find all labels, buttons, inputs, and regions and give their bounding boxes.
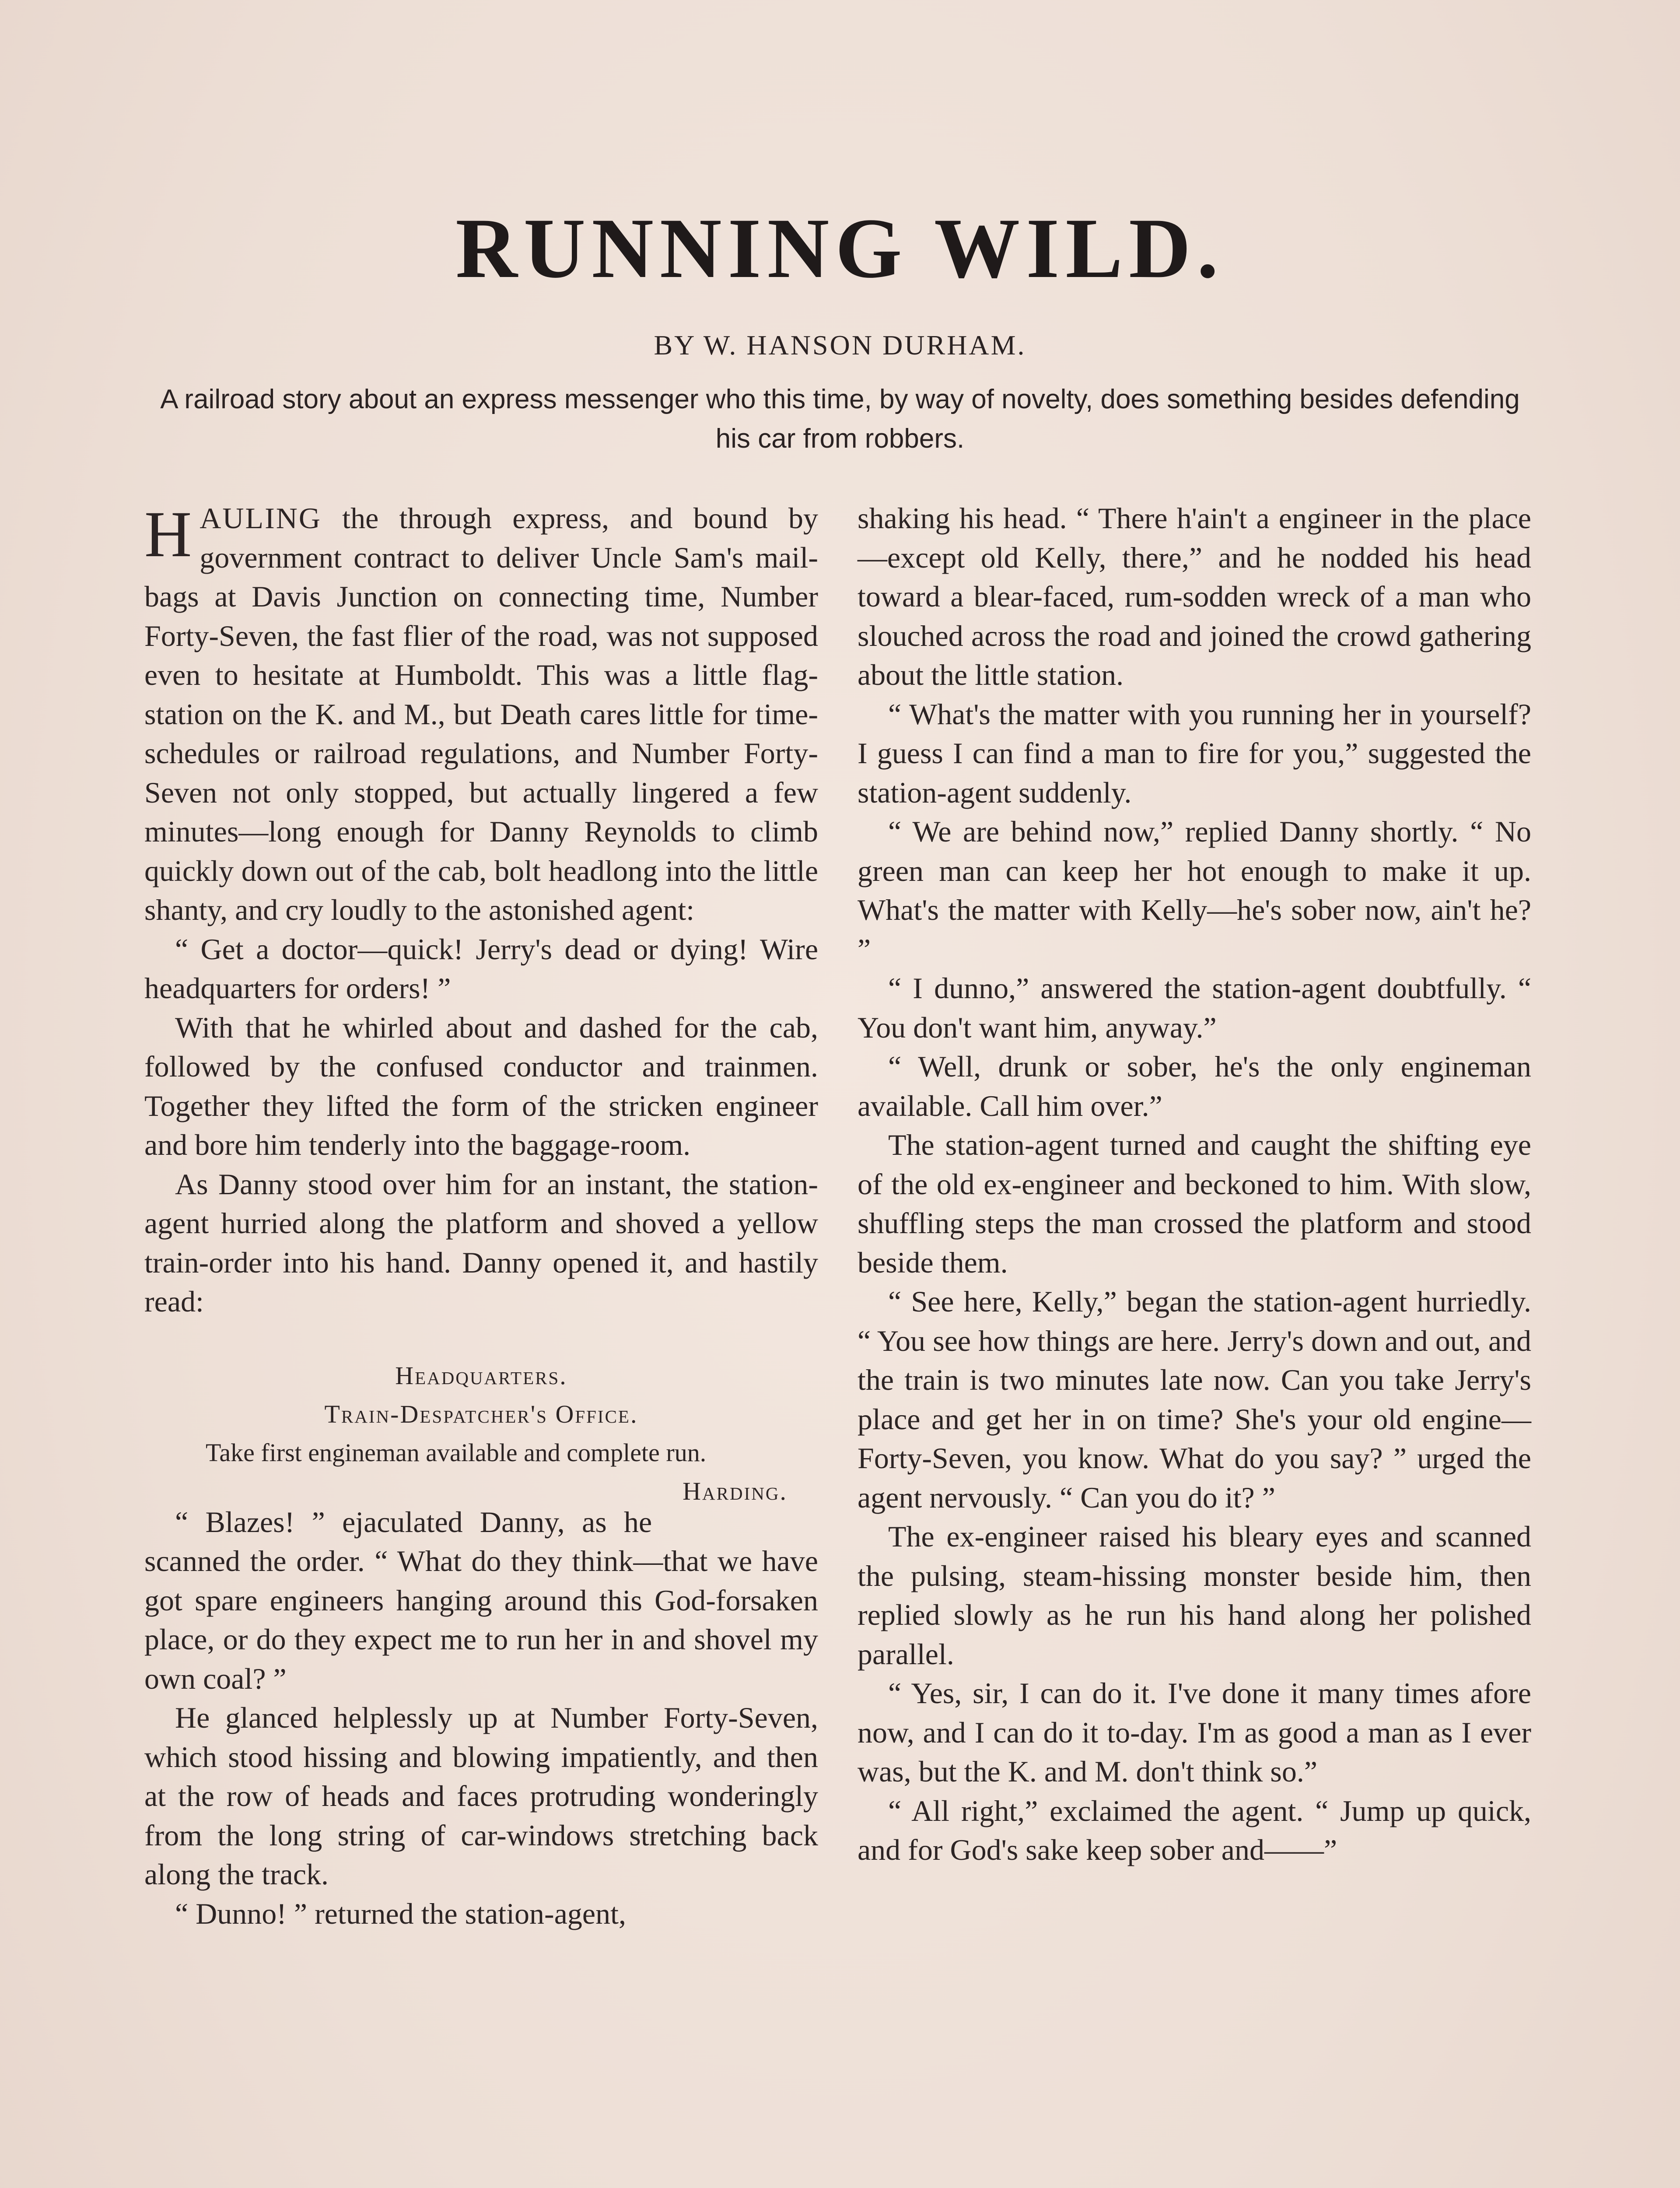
telegram-heading: Headquarters. <box>395 1361 567 1390</box>
telegram-office: Train-Despatcher's Office. <box>324 1399 638 1428</box>
story-subtitle: A railroad story about an express messenger who this time, by way of novelty, does something besides defending his car from robbers. <box>160 384 1520 454</box>
paragraph: “ I dunno,” answered the station-agent doubtfully. “ You don't want him, anyway.” <box>858 971 1531 1044</box>
paragraph: “ Blazes! ” ejaculated Danny, as he scanned the order. “ What do they think—that we have got spare engineers hanging around this God-forsaken place, or do they expect me to run her in and shovel my own coal? ” <box>144 1505 818 1695</box>
paragraph: The ex-engineer raised his bleary eyes and scanned the pulsing, steam-hissing monster beside him, then replied slowly as he run his hand along her polished parallel. <box>858 1520 1531 1671</box>
telegram-message: Take first engineman available and complete run. <box>206 1438 707 1467</box>
paragraph: “ All right,” exclaimed the agent. “ Jump up quick, and for God's sake keep sober and——” <box>858 1794 1531 1866</box>
paragraph: “ See here, Kelly,” began the station-agent hurriedly. “ You see how things are here. Jerry's down and out, and the train is two minutes late now. Can you take Jerry's place and get her in on time? She's your old engine—Forty-Seven, you know. What do you say? ” urged the agent nervously. “ Can you do it? ” <box>858 1285 1531 1514</box>
drop-cap: H <box>144 498 192 571</box>
paragraph: “ Well, drunk or sober, he's the only engineman available. Call him over.” <box>858 1050 1531 1122</box>
right-column <box>858 499 1531 1870</box>
paragraph: He glanced helplessly up at Number Forty-Seven, which stood hissing and blowing impatiently, and then at the row of heads and faces protruding wonderingly from the long string of car-windows stretching back along the track. <box>144 1701 818 1891</box>
paragraph: “ Dunno! ” returned the station-agent, <box>175 1897 626 1930</box>
paragraph-text: the through express, and bound by government contract to deliver Uncle Sam's mail-bags at Davis Junction on connecting time, Number Forty-Seven, the fast flier of the road, was not supposed even to hesitate at Humboldt. This was a little flag-station on the K. and M., but Death cares little for time-schedules or railroad regulations, and Number Forty-Seven not only stopped, but actually lingered a few minutes—long enough for Danny Reynolds to climb quickly down out of the cab, bolt headlong into the little shanty, and cry loudly to the astonished agent: <box>144 501 818 926</box>
paragraph: “ What's the matter with you running her in yourself? I guess I can find a man to fire for you,” suggested the station-agent suddenly. <box>858 697 1531 809</box>
paragraph: “ Get a doctor—quick! Jerry's dead or dying! Wire headquarters for orders! ” <box>144 932 818 1005</box>
paragraph: With that he whirled about and dashed for the cab, followed by the confused conductor and trainmen. Together they lifted the form of the stricken engineer and bore him tenderly into the baggage-room. <box>144 1010 818 1161</box>
story-title: RUNNING WILD. <box>455 201 1225 296</box>
paragraph: “ Yes, sir, I can do it. I've done it many times afore now, and I can do it to-day. I'm as good a man as I ever was, but the K. and M. don't think so.” <box>858 1676 1531 1788</box>
telegram-signature: Harding. <box>682 1476 788 1505</box>
opening-small-caps: AULING <box>200 501 322 535</box>
byline: BY W. HANSON DURHAM. <box>654 330 1026 361</box>
paragraph: The station-agent turned and caught the shifting eye of the old ex-engineer and beckoned to him. With slow, shuffling steps the man crossed the platform and stood beside them. <box>858 1128 1531 1279</box>
telegram-body <box>144 1434 818 1505</box>
paragraph <box>144 499 818 930</box>
paragraph: As Danny stood over him for an instant, the station-agent hurried along the platform and shoved a yellow train-order into his hand. Danny opened it, and hastily read: <box>144 1167 818 1318</box>
left-column <box>144 499 818 1933</box>
paragraph: “ We are behind now,” replied Danny shortly. “ No green man can keep her hot enough to make it up. What's the matter with Kelly—he's sober now, ain't he? ” <box>858 815 1531 966</box>
paragraph: shaking his head. “ There h'ain't a engineer in the place—except old Kelly, there,” and he nodded his head toward a blear-faced, rum-sodden wreck of a man who slouched across the road and joined the crowd gathering about the little station. <box>858 501 1531 691</box>
train-order-telegram <box>144 1357 818 1505</box>
